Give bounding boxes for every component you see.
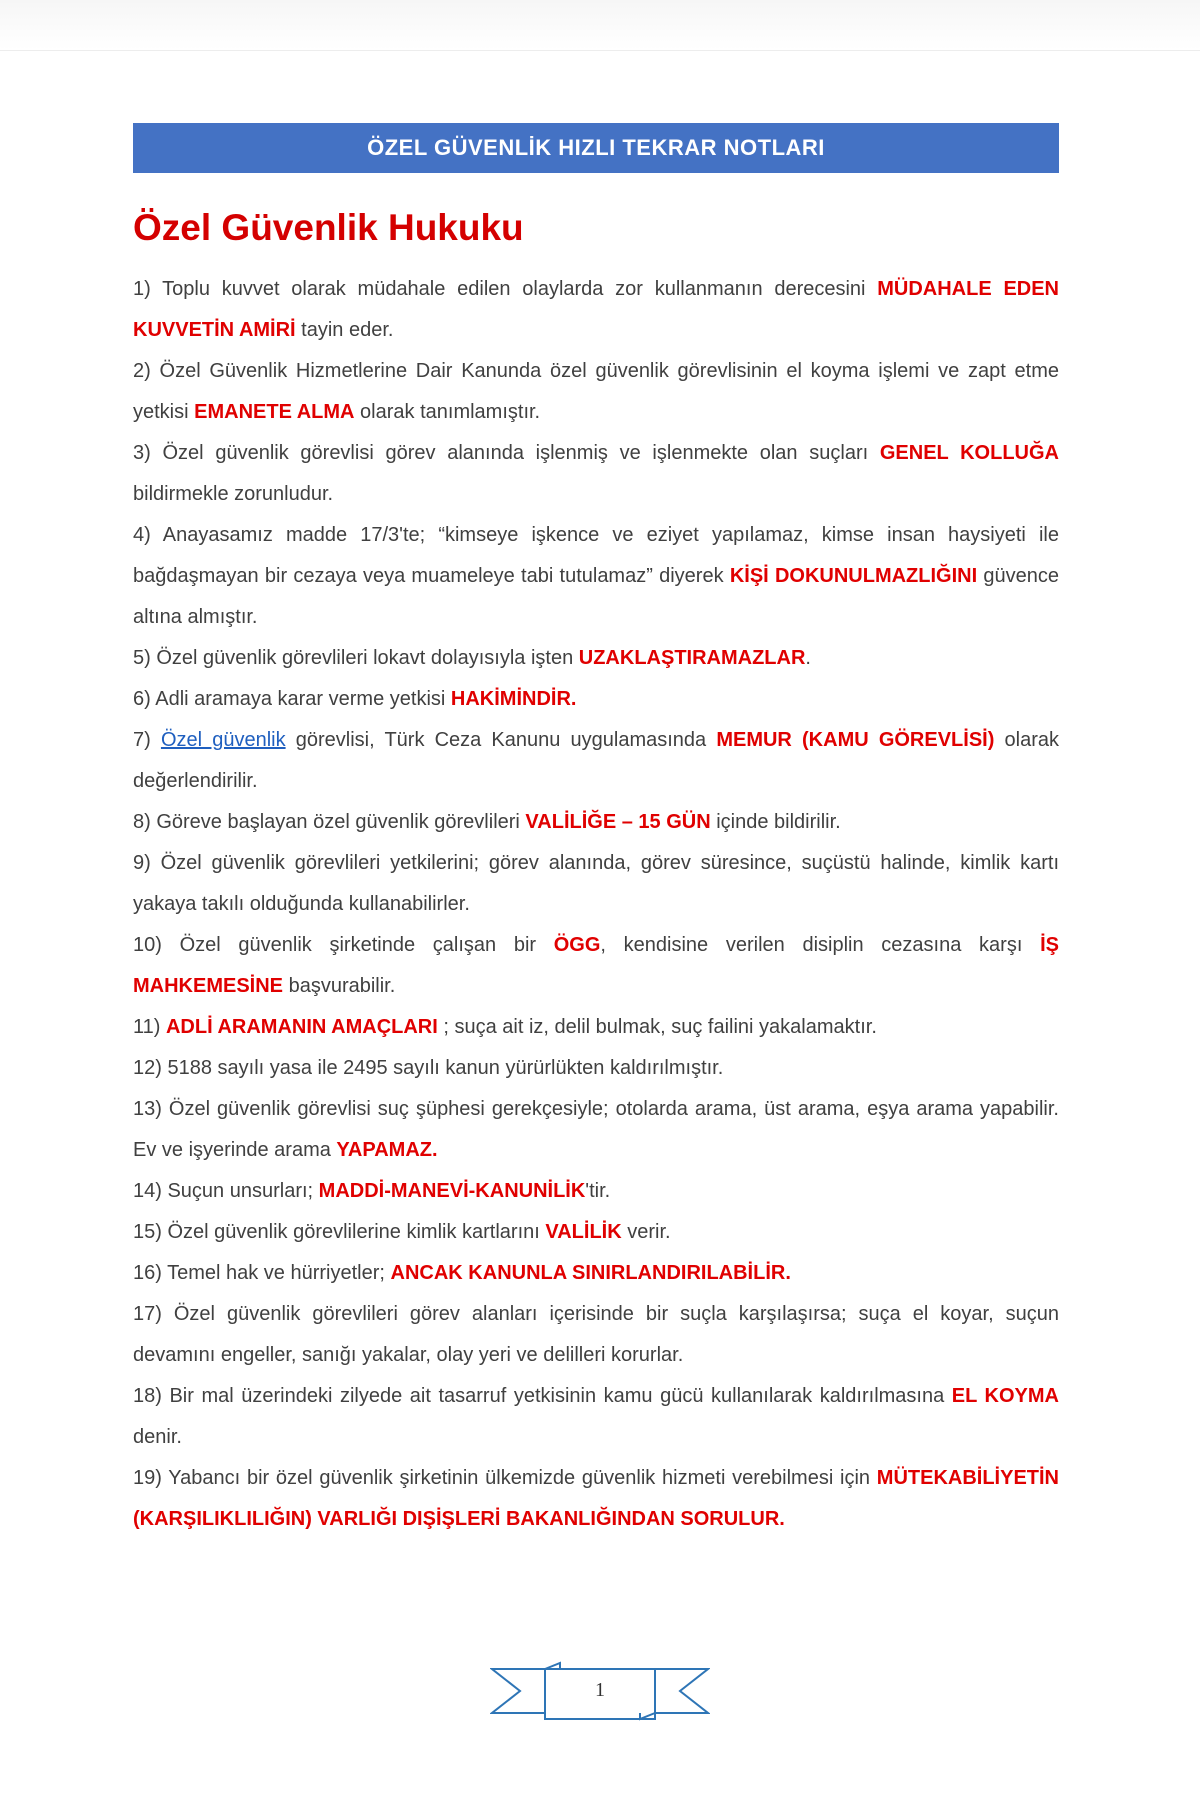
document-page <box>133 123 1059 1540</box>
note-text: 12) 5188 sayılı yasa ile 2495 sayılı kanun yürürlükten kaldırılmıştır. <box>133 1057 724 1079</box>
page-number: 1 <box>595 1679 605 1701</box>
note-item <box>133 1212 1059 1253</box>
note-text: 9) Özel güvenlik görevlileri yetkilerini; görev alanında, görev süresince, suçüstü halinde, kimlik kartı yakaya takılı olduğunda kullanabilirler. <box>133 852 1059 915</box>
highlight-text: EMANETE ALMA <box>194 401 355 423</box>
note-text: 8) Göreve başlayan özel güvenlik görevlileri <box>133 811 526 833</box>
note-item <box>133 1089 1059 1171</box>
note-text: 6) Adli aramaya karar verme yetkisi <box>133 688 451 710</box>
note-text: verir. <box>621 1221 671 1243</box>
note-text: güvence altına almıştır. <box>133 565 1060 628</box>
note-text: 4) Anayasamız madde 17/3'te; “kimseye işkence ve eziyet yapılamaz, kimse insan haysiyeti ile bağdaşmayan bir cezaya veya muameleye tabi tutulamaz” diyerek <box>133 524 1059 587</box>
note-text: 15) Özel güvenlik görevlilerine kimlik kartlarını <box>133 1221 546 1243</box>
note-text: 11) <box>133 1016 166 1038</box>
highlight-text: MÜDAHALE EDEN KUVVETİN AMİRİ <box>133 278 1060 341</box>
note-text: 14) Suçun unsurları; <box>133 1180 319 1202</box>
highlight-text: İŞ MAHKEMESİNE <box>133 934 1059 997</box>
note-text: 1) Toplu kuvvet olarak müdahale edilen olaylarda zor kullanmanın derecesini <box>133 278 878 300</box>
note-item <box>133 515 1059 638</box>
note-text: 10) Özel güvenlik şirketinde çalışan bir <box>133 934 554 956</box>
note-text: olarak değerlendirilir. <box>133 729 1060 792</box>
note-item <box>133 269 1059 351</box>
highlight-text: EL KOYMA <box>951 1385 1059 1407</box>
top-bar <box>0 0 1200 51</box>
notes-list <box>133 269 1059 1540</box>
note-item <box>133 1048 1059 1089</box>
note-text: denir. <box>133 1426 182 1448</box>
note-text: 5) Özel güvenlik görevlileri lokavt dolayısıyla işten <box>133 647 579 669</box>
note-item <box>133 433 1059 515</box>
note-item <box>133 843 1059 925</box>
note-text: 7) <box>133 729 161 751</box>
highlight-text: ADLİ ARAMANIN AMAÇLARI <box>165 1016 438 1038</box>
highlight-text: MADDİ-MANEVİ-KANUNİLİK <box>318 1180 586 1202</box>
note-text: görevlisi, Türk Ceza Kanunu uygulamasında <box>285 729 717 751</box>
note-text: 3) Özel güvenlik görevlisi görev alanında işlenmiş ve işlenmekte olan suçları <box>133 442 880 464</box>
note-item <box>133 1376 1059 1458</box>
section-title: Özel Güvenlik Hukuku <box>133 207 524 248</box>
highlight-text: MÜTEKABİLİYETİN (KARŞILIKLILIĞIN) VARLIĞI DIŞİŞLERİ BAKANLIĞINDAN SORULUR. <box>133 1467 1059 1530</box>
note-item <box>133 802 1059 843</box>
note-text: 13) Özel güvenlik görevlisi suç şüphesi gerekçesiyle; otolarda arama, üst arama, eşya arama yapabilir. Ev ve işyerinde arama <box>133 1098 1059 1161</box>
highlight-text: UZAKLAŞTIRAMAZLAR <box>578 647 806 669</box>
highlight-text: KİŞİ DOKUNULMAZLIĞINI <box>729 565 978 587</box>
highlight-text: VALİLİK <box>545 1221 622 1243</box>
note-text: tayin eder. <box>295 319 394 341</box>
note-text: olarak tanımlamıştır. <box>354 401 541 423</box>
header-banner: ÖZEL GÜVENLİK HIZLI TEKRAR NOTLARI <box>133 123 1059 173</box>
note-text: ; suça ait iz, delil bulmak, suç failini yakalamaktır. <box>437 1016 877 1038</box>
note-text: 19) Yabancı bir özel güvenlik şirketinin ülkemizde güvenlik hizmeti verebilmesi için <box>133 1467 877 1489</box>
note-text: 'tir. <box>585 1180 611 1202</box>
note-text: içinde bildirilir. <box>710 811 841 833</box>
highlight-text: ÖGG <box>553 934 601 956</box>
highlight-text: GENEL KOLLUĞA <box>879 442 1059 464</box>
highlight-text: VALİLİĞE – 15 GÜN <box>525 811 711 833</box>
note-item <box>133 925 1059 1007</box>
inline-link[interactable]: Özel güvenlik <box>160 729 286 751</box>
note-text: 17) Özel güvenlik görevlileri görev alanları içerisinde bir suçla karşılaşırsa; suça el koyar, suçun devamını engeller, sanığı yakalar, olay yeri ve delilleri korurlar. <box>133 1303 1059 1366</box>
note-item <box>133 1171 1059 1212</box>
highlight-text: ANCAK KANUNLA SINIRLANDIRILABİLİR. <box>390 1262 791 1284</box>
note-item <box>133 351 1059 433</box>
note-text: 16) Temel hak ve hürriyetler; <box>133 1262 391 1284</box>
note-text: 2) Özel Güvenlik Hizmetlerine Dair Kanunda özel güvenlik görevlisinin el koyma işlemi ve zapt etme yetkisi <box>133 360 1059 423</box>
note-text: başvurabilir. <box>283 975 396 997</box>
note-item <box>133 1458 1059 1540</box>
highlight-text: HAKİMİNDİR. <box>450 688 577 710</box>
note-item <box>133 679 1059 720</box>
note-item <box>133 720 1059 802</box>
note-text: bildirmekle zorunludur. <box>133 483 334 505</box>
note-item <box>133 1007 1059 1048</box>
note-text: . <box>805 647 811 669</box>
note-item <box>133 1294 1059 1376</box>
note-item <box>133 638 1059 679</box>
highlight-text: YAPAMAZ. <box>336 1139 438 1161</box>
note-text: 18) Bir mal üzerindeki zilyede ait tasarruf yetkisinin kamu gücü kullanılarak kaldırılmasına <box>133 1385 952 1407</box>
highlight-text: MEMUR (KAMU GÖREVLİSİ) <box>716 729 995 751</box>
note-item <box>133 1253 1059 1294</box>
page-number-ribbon <box>490 1655 710 1725</box>
note-text: , kendisine verilen disiplin cezasına karşı <box>600 934 1041 956</box>
